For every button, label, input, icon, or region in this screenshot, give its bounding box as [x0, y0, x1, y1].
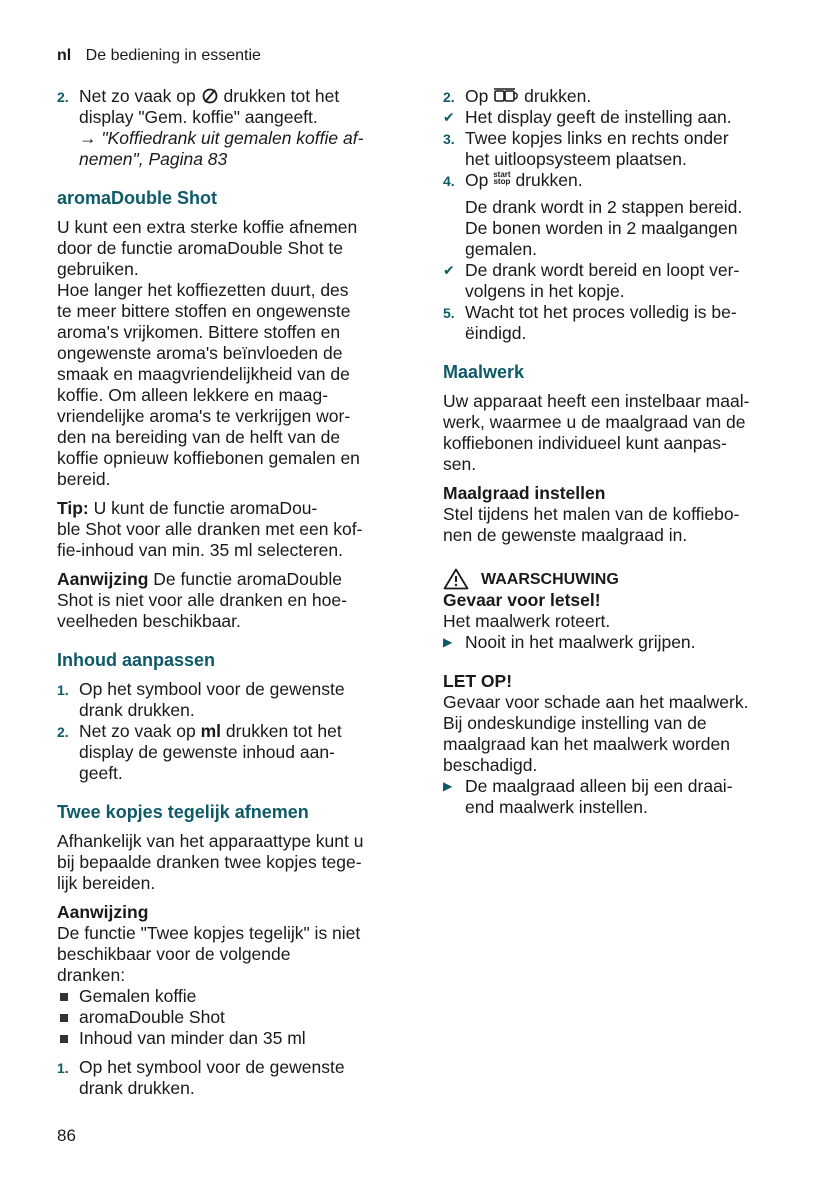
- ml-button-icon: ml: [200, 721, 222, 741]
- list-item: Inhoud van minder dan 35 ml: [57, 1028, 402, 1049]
- list-item: aromaDouble Shot: [57, 1007, 402, 1028]
- result-2: ✔ De drank wordt bereid en loopt ver- volgens in het kopje.: [443, 260, 740, 301]
- maalgraad-body: Stel tijdens het malen van de koffiebo- nen de gewenste maalgraad in.: [443, 504, 740, 545]
- step-2: 2. Net zo vaak op ml drukken tot het display de gewenste inhoud aan- geeft.: [57, 721, 342, 783]
- list-item: Gemalen koffie: [57, 986, 402, 1007]
- step-2-two-cups: 2. Op drukken.: [443, 86, 592, 106]
- arrow-icon: ▶: [443, 779, 453, 793]
- caution-action: ▶ De maalgraad alleen bij een draai- end maalwerk instellen.: [443, 776, 733, 817]
- step-1: 1. Op het symbool voor de gewenste drank drukken.: [57, 679, 345, 720]
- tip: Tip: U kunt de functie aromaDou- ble Shot voor alle dranken met een kof- fie-inhoud van min. 35 ml selecteren.: [57, 498, 363, 560]
- warning-text: Het maalwerk roteert.: [443, 611, 611, 631]
- maalgraad-heading: Maalgraad instellen: [443, 483, 606, 503]
- heading-aromadouble-shot: aromaDouble Shot: [57, 188, 218, 208]
- heading-maalwerk: Maalwerk: [443, 362, 525, 382]
- step-4-info: De drank wordt in 2 stappen bereid. De bonen worden in 2 maalgangen gemalen.: [465, 197, 743, 259]
- warning-icon: [443, 568, 469, 590]
- note-body: De functie "Twee kopjes tegelijk" is niet beschikbaar voor de volgende dranken:: [57, 923, 361, 985]
- step-4: 4. Op start stop drukken.: [443, 170, 583, 190]
- twee-body: Afhankelijk van het apparaattype kunt u bij bepaalde dranken twee kopjes tege- lijk bereiden.: [57, 831, 364, 893]
- step-1-twee: 1. Op het symbool voor de gewenste drank drukken.: [57, 1057, 345, 1098]
- cross-reference[interactable]: → "Koffiedrank uit gemalen koffie af- nemen", Pagina 83: [79, 128, 364, 169]
- warning-header: WAARSCHUWING: [443, 568, 788, 590]
- note: Aanwijzing De functie aromaDouble Shot is niet voor alle dranken en hoe- veelheden beschikbaar.: [57, 569, 347, 631]
- page-header: [57, 45, 261, 66]
- step-2-volume: 2. Net zo vaak op drukken tot het display "Gem. koffie" aangeeft.: [57, 86, 340, 127]
- right-column: [443, 86, 788, 818]
- section-title: De bediening in essentie: [85, 47, 261, 64]
- page-number: 86: [57, 1126, 76, 1145]
- caution-header: LET OP!: [443, 671, 513, 691]
- aroma-body: U kunt een extra sterke koffie afnemen door de functie aromaDouble Shot te gebruiken. Hoe langer het koffiezetten duurt, des te meer bittere stoffen en ongewenste aroma's vrijkomen. Bittere stoffen en ongewenste aroma's beïnvloeden de smaak en maagvriendelijkheid van de koffie. Om alleen lekkere en maag- vriendelijke aroma's te verkrijgen wor- den na bereiding van de helft van de koffie opnieuw koffiebonen gemalen en bereid.: [57, 217, 360, 489]
- ground-coffee-icon: [201, 87, 219, 105]
- step-3: 3. Twee kopjes links en rechts onder het uitloopsysteem plaatsen.: [443, 128, 729, 169]
- warning-subtitle: Gevaar voor letsel!: [443, 590, 601, 610]
- step-5: 5. Wacht tot het proces volledig is be- ëindigd.: [443, 302, 737, 343]
- caution-body: Gevaar voor schade aan het maalwerk. Bij ondeskundige instelling van de maalgraad kan het maalwerk worden beschadigd.: [443, 692, 749, 775]
- check-icon: ✔: [443, 109, 455, 125]
- left-column: [57, 86, 402, 1099]
- heading-inhoud-aanpassen: Inhoud aanpassen: [57, 650, 216, 670]
- warning-action: ▶ Nooit in het maalwerk grijpen.: [443, 632, 696, 652]
- heading-twee-kopjes: Twee kopjes tegelijk afnemen: [57, 802, 309, 822]
- arrow-icon: ▶: [443, 635, 453, 649]
- language-code: nl: [57, 47, 72, 64]
- two-cups-icon: [493, 87, 519, 105]
- note-heading: Aanwijzing: [57, 902, 149, 922]
- start-stop-icon: start stop: [493, 170, 511, 186]
- maalwerk-body: Uw apparaat heeft een instelbaar maal- werk, waarmee u de maalgraad van de koffiebonen individueel kunt aanpas- sen.: [443, 391, 750, 474]
- result-1: ✔ Het display geeft de instelling aan.: [443, 107, 732, 127]
- check-icon: ✔: [443, 262, 455, 278]
